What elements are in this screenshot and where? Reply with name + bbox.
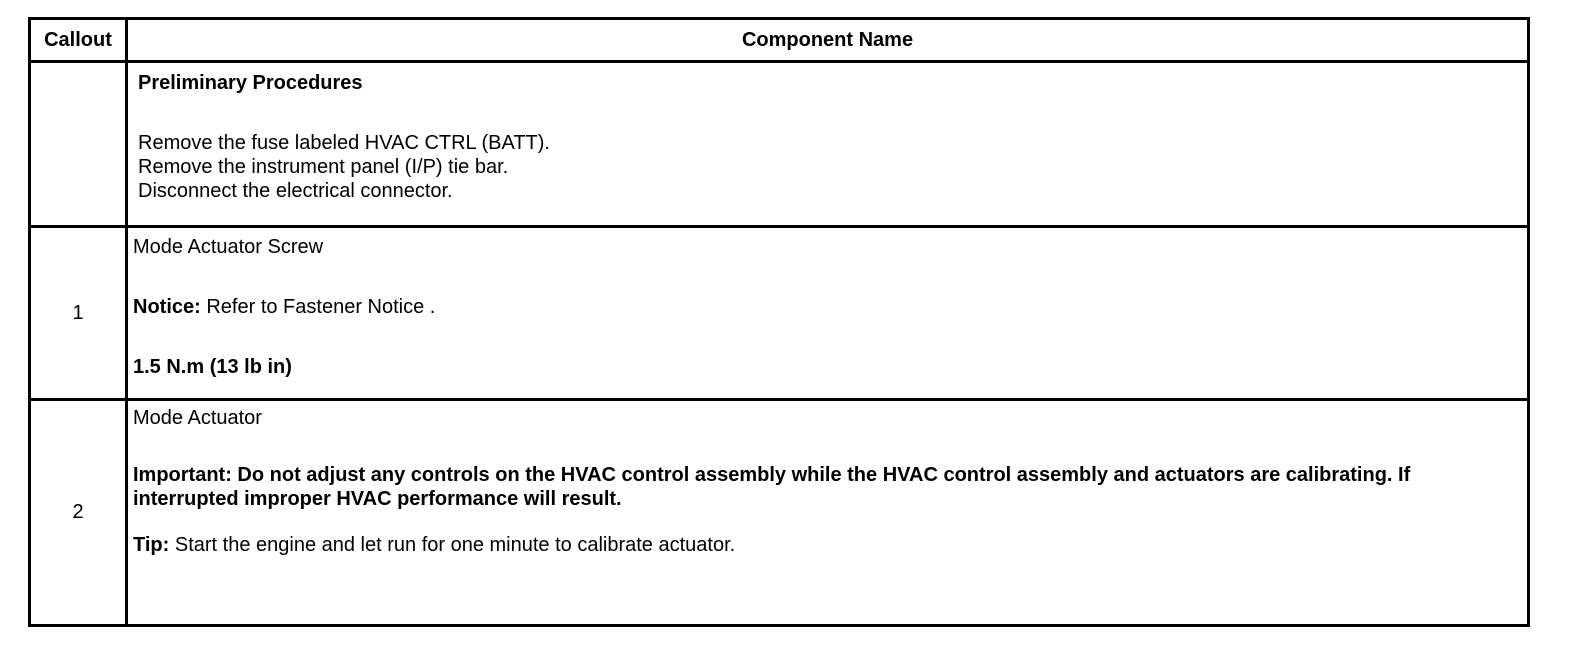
- table-row-callout-1: [31, 225, 1527, 398]
- important-note: Important: Do not adjust any controls on the HVAC control assembly while the HVAC control assembly and actuators are calibrating. If interrupted improper HVAC performance will result.: [133, 464, 1411, 510]
- component-cell: [128, 228, 1527, 398]
- preliminary-procedures-cell: [128, 63, 1527, 225]
- callout-cell-empty: [31, 63, 128, 225]
- callout-column-header: Callout: [31, 20, 128, 60]
- torque-spec: 1.5 N.m (13 lb in): [133, 356, 292, 378]
- component-name-column-header: Component Name: [741, 29, 914, 51]
- notice-label: Notice:: [133, 296, 201, 318]
- tip-line: [133, 533, 1527, 557]
- table-row-preliminary: [31, 60, 1527, 225]
- component-name: Mode Actuator Screw: [133, 236, 324, 258]
- component-cell: [128, 401, 1527, 624]
- procedure-table: [28, 17, 1530, 627]
- preliminary-step: Remove the fuse labeled HVAC CTRL (BATT).: [138, 132, 550, 154]
- callout-number: 1: [31, 228, 128, 398]
- tip-label: Tip:: [133, 534, 170, 556]
- preliminary-step: Disconnect the electrical connector.: [138, 180, 453, 202]
- notice-line: [133, 295, 1527, 319]
- tip-text: Start the engine and let run for one minute to calibrate actuator.: [169, 534, 736, 556]
- component-name: Mode Actuator: [133, 407, 262, 429]
- callout-number: 2: [31, 401, 128, 624]
- preliminary-procedures-title: Preliminary Procedures: [138, 72, 363, 94]
- table-header-row: [31, 20, 1527, 60]
- table-row-callout-2: [31, 398, 1527, 624]
- preliminary-step: Remove the instrument panel (I/P) tie bar.: [138, 156, 509, 178]
- notice-text: Refer to Fastener Notice .: [200, 296, 436, 318]
